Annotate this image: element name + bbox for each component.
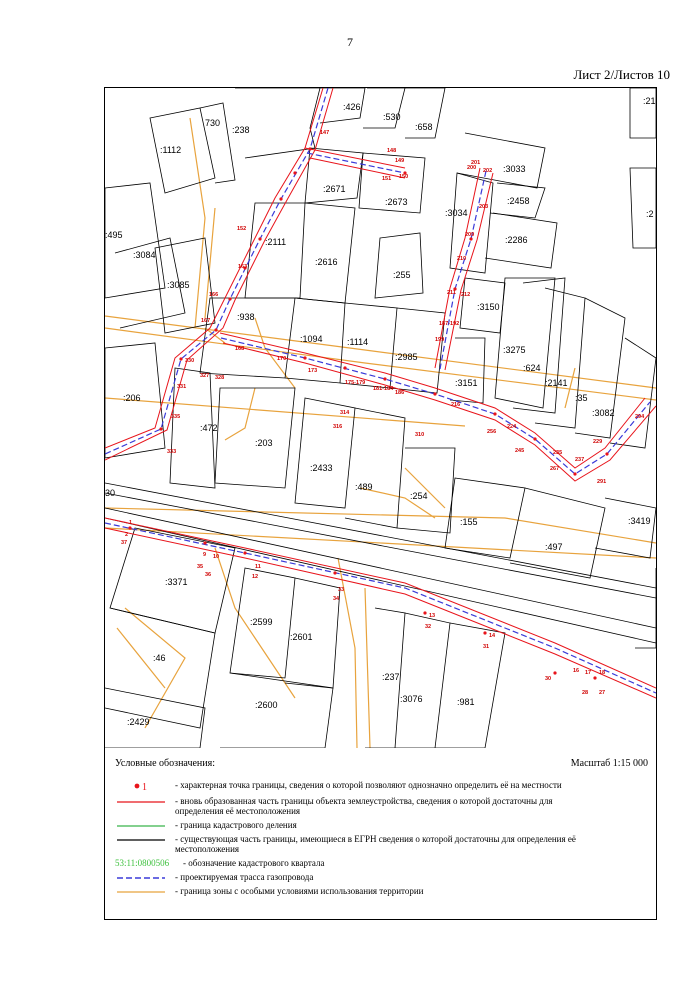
kvartal-code: 53:11:0800506 [115,858,170,868]
point-label: 2 [125,532,129,538]
parcel-label: :3034 [445,208,468,218]
boundary-points [128,147,608,679]
legend-text: - проектируемая трасса газопровода [175,872,314,882]
point-label: 202 [483,168,493,174]
legend-title: Условные обозначения: [115,758,216,769]
point-label: 151 [382,176,392,182]
point-label: 13 [429,613,436,619]
point-label: 31 [483,644,490,650]
point-label: 212 [461,292,471,298]
legend-text: - существующая часть границы, имеющиеся в ЕГРН сведения о которой достаточны для определения её местоположения [175,834,576,854]
point-label: 16 [573,668,580,674]
kvartal-code-symbol [115,858,170,870]
parcel-label: :2433 [310,463,333,473]
point-label: 181-184 [373,386,394,392]
parcel-label: :237 [382,672,400,682]
scale-label: Масштаб 1:15 000 [570,758,648,769]
parcel-label: :3419 [628,516,651,526]
point-label: 17 [585,670,592,676]
parcel-label: :3033 [503,164,526,174]
parcel-label: :46 [153,653,166,663]
parcel-label: :203 [255,438,273,448]
legend-text: - вновь образованная часть границы объекта землеустройства, сведения о которой достаточны для определения её местоположения [175,796,553,816]
parcel-label: :658 [415,122,433,132]
point-label: 33 [338,587,345,593]
parcel-label: :2 [646,209,654,219]
parcel-label: :255 [393,270,411,280]
parcel-label: :3275 [503,345,526,355]
proposed-boundary [105,88,656,698]
parcel-label: :2600 [255,700,278,710]
point-label: 150 [399,174,409,180]
zone-boundaries [105,118,656,748]
red-line-icon [115,796,167,808]
cadastral-map[interactable] [105,88,656,748]
point-label: 18 [599,670,606,676]
point-label: 187-192 [439,321,460,327]
parcel-label: :3076 [400,694,423,704]
parcel-label: :2429 [127,717,150,727]
point-symbol-label: 1 [142,782,147,792]
point-label: 168 [235,346,245,352]
point-label: 12 [252,574,259,580]
point-label: 256 [487,429,497,435]
point-label: 10 [213,554,220,560]
point-label: 200 [467,165,477,171]
point-label: 36 [205,572,212,578]
point-label: 32 [425,624,432,630]
parcel-label: :981 [457,697,475,707]
point-label: 28 [582,690,589,696]
point-label: 310 [415,432,425,438]
legend-text: - граница зоны с особыми условиями использования территории [175,886,424,896]
point-label: 163 [238,264,248,270]
parcel-label: :1094 [300,334,323,344]
point-label: 330 [185,358,195,364]
point-label: 333 [167,449,177,455]
parcel-label: :238 [232,125,250,135]
parcel-label: :2599 [250,617,273,627]
point-label: 201 [471,160,481,166]
parcel-label: :3085 [167,280,190,290]
point-label: 199 [435,337,445,343]
green-line-icon [115,820,167,832]
point-label: 166 [209,292,219,298]
parcel-label: :1112 [160,145,182,155]
point-label: 1 [129,520,133,526]
parcel-label: :3151 [455,378,478,388]
point-label: 152 [237,226,247,232]
point-label: 170 [277,356,287,362]
parcel-label: :2616 [315,257,338,267]
point-label: 327 [200,373,210,379]
point-label: 267 [550,466,560,472]
parcel-label: :624 [523,363,541,373]
legend-text: - граница кадастрового деления [175,820,297,830]
point-label: 173 [308,368,318,374]
parcel-label: :2111 [265,237,287,247]
point-label: 211 [447,290,456,296]
point-label: 27 [599,690,606,696]
point-label: 216 [451,402,461,408]
black-line-icon [115,834,167,846]
parcel-label: :1114 [347,337,369,347]
parcel-label: 30 [105,488,116,498]
parcel-label: :155 [460,517,478,527]
sheet-label: Лист 2/Листов 10 [573,67,670,82]
point-label: 37 [121,540,128,546]
point-label: 203 [479,204,489,210]
pipeline-dashed-icon [115,872,167,884]
point-label: 294 [635,414,645,420]
point-label: 35 [197,564,204,570]
parcel-label: :2671 [323,184,346,194]
point-label: 34 [333,596,340,602]
point-label: 175-179 [345,380,366,386]
parcel-label: :3150 [477,302,500,312]
point-label: 328 [215,375,225,381]
point-label: 167 [201,318,211,324]
point-label: 147 [320,130,330,136]
point-label: 224 [507,424,517,430]
parcel-label: :2601 [290,632,313,642]
point-label: 237 [575,457,585,463]
parcel-label: :2458 [507,196,530,206]
point-label: 235 [553,450,563,456]
red-point-icon [115,780,167,792]
parcel-label: :938 [237,312,255,322]
point-label: 229 [593,439,603,445]
parcel-label: :2985 [395,352,418,362]
orange-line-icon [115,886,167,898]
point-label: 148 [387,148,397,154]
parcel-label: :530 [383,112,401,122]
point-label: 30 [545,676,552,682]
point-label: 316 [333,424,343,430]
parcel-label: :2286 [505,235,528,245]
parcel-label: :497 [545,542,563,552]
point-label: 335 [171,414,181,420]
map-sheet-frame [104,87,657,920]
point-label: 186 [395,390,405,396]
parcel-label: 730 [205,118,221,128]
existing-boundaries [105,88,656,748]
legend-text: - характерная точка границы, сведения о которой позволяют однозначно определить её на местности [175,780,562,790]
parcel-label: :3371 [165,577,188,587]
legend-text: - обозначение кадастрового квартала [183,858,325,868]
parcel-label: :472 [200,423,218,433]
parcel-labels [105,96,656,727]
point-label: 291 [597,479,607,485]
point-label: 331 [177,384,187,390]
parcel-label: :2673 [385,197,408,207]
point-label: 209 [465,232,475,238]
parcel-label: :3084 [133,250,156,260]
point-label: 14 [489,633,496,639]
point-label: 149 [395,158,405,164]
parcel-label: :254 [410,491,428,501]
point-label: 245 [515,448,525,454]
point-label: 314 [340,410,350,416]
parcel-label: :206 [123,393,141,403]
page-number: 7 [347,35,353,49]
parcel-label: :2141 [545,378,568,388]
parcel-label: :426 [343,102,361,112]
parcel-label: :495 [105,230,123,240]
point-label: 9 [203,552,207,558]
parcel-label: :35 [575,393,588,403]
parcel-label: :3082 [592,408,615,418]
point-labels [121,130,645,696]
point-label: 210 [457,256,467,262]
point-label: 11 [255,564,261,570]
parcel-label: :21 [643,96,656,106]
parcel-label: :489 [355,482,373,492]
map-legend [105,750,656,919]
